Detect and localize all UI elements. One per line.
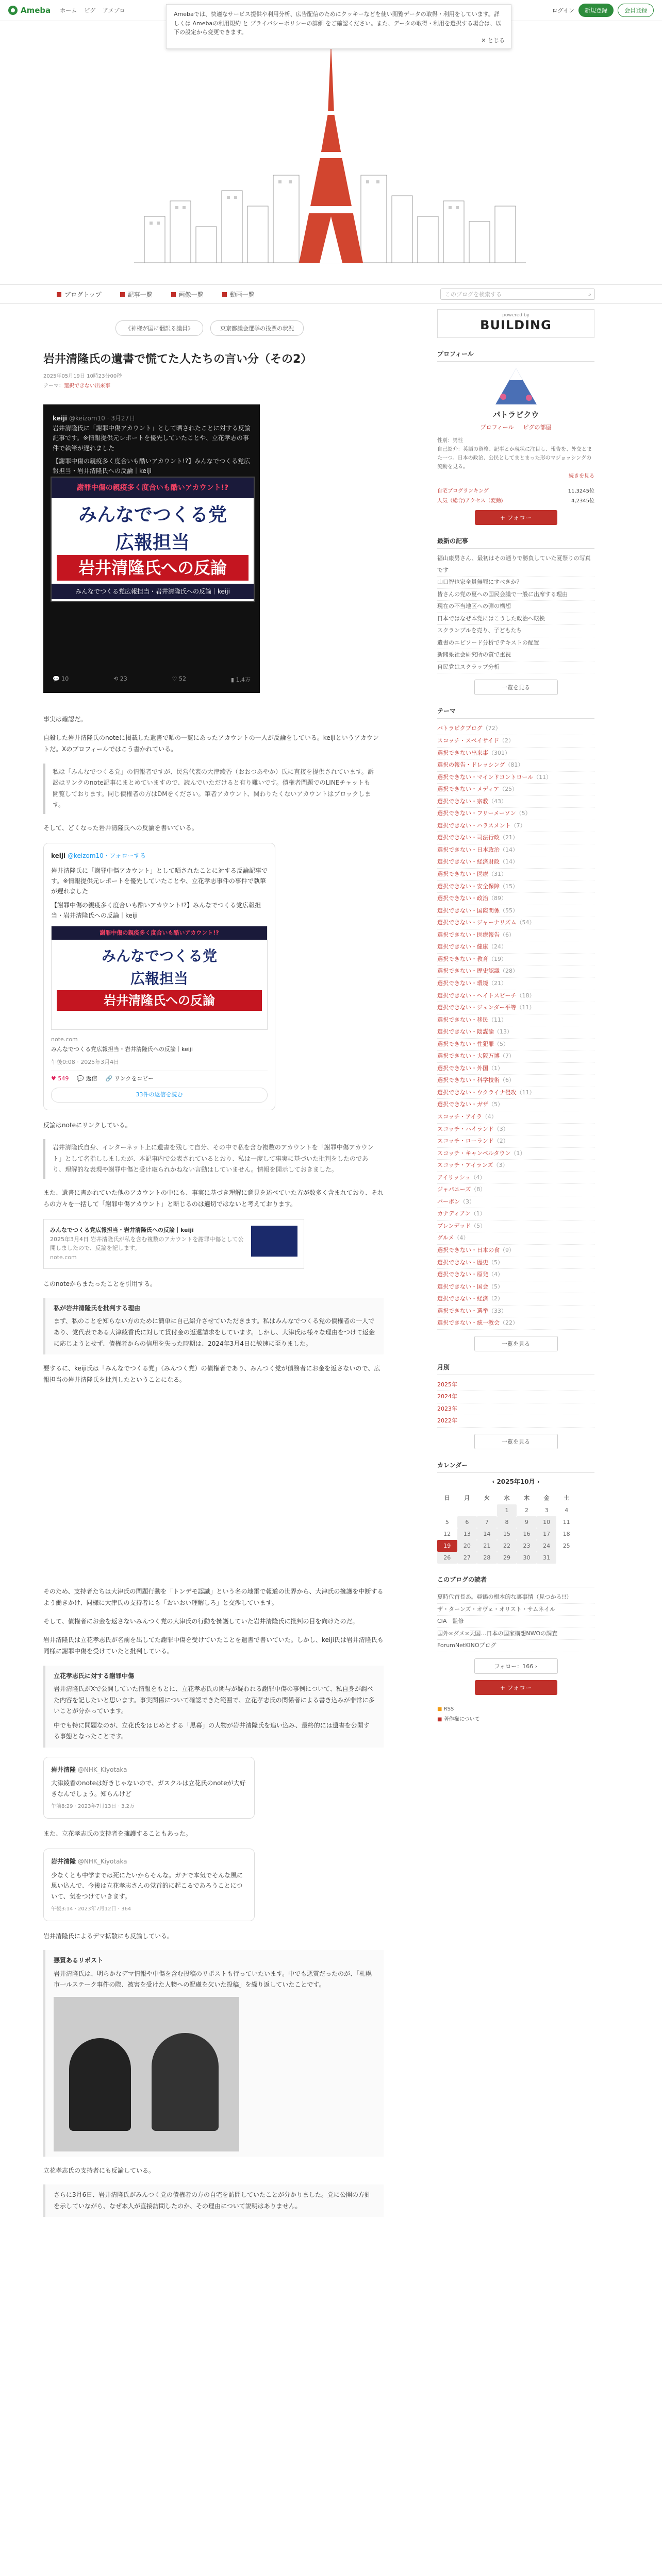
theme-item[interactable]: 選択できない・統一教会（22） [437, 1317, 594, 1330]
top-nav-home[interactable]: ホーム [60, 7, 77, 14]
theme-item[interactable]: 選択できない・経済（2） [437, 1293, 594, 1306]
calendar-day[interactable]: 13 [457, 1528, 477, 1540]
tweet-banner-image: 謝罪中傷の親疫多く度合いも酷いアカウント!? みんなでつくる党 広報担当 岩井清隆氏への反論 みんなでつくる党広報担当・岩井清隆氏への反論｜keiji [51, 477, 255, 602]
search-icon[interactable]: ⌕ [588, 291, 591, 298]
blockquote: 岩井清隆氏自身、インターネット上に遺書を残して自分、その中で私を含む複数のアカウントを「謝罪中傷アカウント」として名指ししましたが、本記事内で公表されているとおり、私は一度して事実に基づいた批判をしたのであり、理解的な表現や謝罪中傷と受け取られかねない言動はしていません。情報を開示しておきました。 [43, 1139, 384, 1179]
theme-item[interactable]: 選択できない・国際関係（55） [437, 905, 594, 918]
blog-nav-videos[interactable]: 動画一覧 [222, 290, 255, 299]
theme-more-button[interactable]: 一覧を見る [474, 1336, 558, 1351]
latest-item[interactable]: 遺書のエピソード分析でテキストの配置 [437, 637, 594, 650]
paragraph: 自殺した岩井清隆氏のnoteに掲載した遺書で晒の一覧にあったアカウントの一人が反論をしている。keijiというアカウントだ。Xのプロフィールではこう書かれている。 [43, 734, 379, 753]
quoted-section: さらに3月6日、岩井清隆氏がみんつく党の債権者の方の自宅を訪問していたことが分かりました。党に公開の方針を示していながら、なぜ本人が直接訪問したのか、その理由について説明はありません。 [43, 2184, 384, 2217]
theme-item[interactable]: 選択できない・ウクライナ侵攻（11） [437, 1087, 594, 1099]
calendar-title: ‹ 2025年10月 › [492, 1478, 540, 1485]
theme-item[interactable]: 選択できない・ガザ（5） [437, 1099, 594, 1111]
calendar-day[interactable]: 14 [477, 1528, 497, 1540]
calendar-day[interactable]: 27 [457, 1552, 477, 1564]
copyright-link[interactable]: ■ 著作権について [437, 1716, 480, 1722]
tokyo-tower-skyline-image [0, 21, 662, 283]
article-date: 2025年05月19日 10時23分00秒 [43, 374, 122, 379]
calendar-next-icon[interactable]: › [535, 1478, 540, 1485]
prev-article-button[interactable]: 《神様が国に翻訳る議員》 [115, 320, 203, 336]
calendar-day[interactable]: 10 [537, 1516, 557, 1528]
next-article-button[interactable]: 東京都議会選挙の投票の状況 [210, 320, 304, 336]
calendar-day[interactable]: 18 [562, 1531, 570, 1537]
latest-list [437, 553, 594, 673]
calendar-day[interactable]: 24 [537, 1540, 557, 1552]
retweet-count: ⟲ 23 [113, 675, 127, 682]
latest-more-button[interactable]: 一覧を見る [474, 680, 558, 695]
calendar-day-header: 金 [543, 1495, 550, 1501]
embedded-tweet[interactable]: 岩井清隆 @NHK_Kiyotaka 大津綾香のnoteは好きじゃないので、ガスクルは立花氏のnoteが大好きなんでしょう。知らんけど 午前8:29 · 2023年7月13日 · 3.2万 [43, 1757, 255, 1819]
calendar-day[interactable]: 8 [497, 1516, 517, 1528]
calendar-day[interactable]: 5 [445, 1519, 449, 1526]
calendar-day[interactable]: 3 [544, 1507, 549, 1514]
monthly-item[interactable]: 2022年 [437, 1415, 594, 1428]
blog-search-input[interactable]: このブログを検索する ⌕ [440, 289, 595, 300]
register-button[interactable]: 新規登録 [578, 4, 614, 17]
ameba-logo[interactable]: Ameba [8, 6, 51, 15]
theme-item[interactable]: スコッチ・キャンベルタウン（1） [437, 1148, 594, 1160]
calendar-day[interactable]: 23 [517, 1540, 537, 1552]
theme-item[interactable]: 選択できない・原発（4） [437, 1269, 594, 1281]
theme-item[interactable]: 選択できない・宗教（43） [437, 796, 594, 808]
calendar-day[interactable]: 29 [497, 1552, 517, 1564]
article-theme: テーマ：選択できない出来事 [43, 383, 110, 389]
theme-item[interactable]: 選択できない・国会（5） [437, 1281, 594, 1294]
calendar-day-header: 水 [504, 1495, 510, 1501]
calendar-day-header: 木 [524, 1495, 530, 1501]
blog-nav [0, 284, 662, 304]
theme-item[interactable]: グルメ（4） [437, 1232, 594, 1245]
theme-item[interactable]: 選択できない・ジャーナリズム（54） [437, 917, 594, 929]
paragraph: そして、債権者にお金を返さないみんつく党の大津氏の行動を擁護していた岩井清隆氏に批判の目を向けたのだ。 [43, 1617, 359, 1625]
profile-link[interactable]: プロフィール [480, 424, 514, 431]
article-title: 岩井清隆氏の遺書で慌てた人たちの言い分（その2） [43, 353, 312, 366]
calendar-day-header: 月 [464, 1495, 470, 1501]
top-nav-pigg[interactable]: ピグ [84, 7, 96, 14]
latest-item[interactable]: 皆さんの党の夏への国民会議で一般に出席する理由 [437, 589, 594, 601]
reader-follow-button[interactable]: + フォロー [475, 1680, 557, 1695]
top-actions [552, 4, 654, 17]
theme-item[interactable]: バーボン（3） [437, 1196, 594, 1209]
theme-item[interactable]: 選択できない・大阪万博（7） [437, 1050, 594, 1063]
calendar-day[interactable]: 6 [457, 1516, 477, 1528]
paragraph: 立花孝志氏の支持者にも反論している。 [43, 2166, 155, 2174]
paragraph: 岩井清隆氏によるデマ拡散にも反論している。 [43, 1932, 174, 1940]
theme-item[interactable]: 選択できない・環境（21） [437, 978, 594, 990]
blog-nav-entries[interactable]: 記事一覧 [120, 290, 153, 299]
theme-item[interactable]: 選択できない・メディア（25） [437, 784, 594, 796]
monthly-more-button[interactable]: 一覧を見る [474, 1434, 558, 1449]
calendar-day[interactable]: 16 [517, 1528, 537, 1540]
monthly-item[interactable]: 2024年 [437, 1391, 594, 1403]
theme-item[interactable]: 選択できない・安全保障（15） [437, 881, 594, 893]
info-icon: ■ [437, 1716, 442, 1722]
theme-item[interactable]: アイリッシュ（4） [437, 1172, 594, 1184]
tokyo-tower-icon [299, 26, 363, 263]
readers-heading: このブログの読者 [437, 1575, 594, 1587]
calendar-day [437, 1504, 457, 1516]
calendar-day[interactable]: 20 [457, 1540, 477, 1552]
sidebar-links [437, 1704, 594, 1725]
rss-link[interactable]: ■ RSS [437, 1706, 454, 1712]
quoted-section: 立花孝志氏に対する謝罪中傷 岩井清隆氏がXで公開していた情報をもとに、立花孝志氏の関与が疑われる謝罪中傷の事例について、私自身が調べた内容を記したいと思います。事実関係について確認できた範囲で、立花孝志氏の関係者による書き込みが非常に多いことが分かっています。 中でも特に問題なのが、立花氏をはじめとする「黒幕」の人物が岩井清隆氏を追い込み、最終的には遺書を公開する事態となったことです。 [43, 1666, 384, 1748]
article-theme-link[interactable]: 選択できない出来事 [64, 383, 110, 389]
theme-item[interactable]: 選択できない・歴史（5） [437, 1257, 594, 1269]
cookie-notice [166, 4, 511, 49]
cookie-notice-text: Amebaでは、快適なサービス提供や利用分析、広告配信のためにクッキーなどを使い閲覧データの取得・利用をしています。詳しくは Amebaの利用規約 と プライバシーポリシーの詳細 をご確認ください。また、データの取得・利用を選択する場合は、以下の設定から変更できます。 [174, 11, 502, 36]
theme-item[interactable]: 選択できない・医療（31） [437, 869, 594, 881]
embedded-tweet[interactable]: 岩井清隆 @NHK_Kiyotaka 少なくとも中学までは死にたいからそんな。ガチで本気でそんな風に思い込んで、今後は立花孝志さんの党首的に起こるであろうことについて、気をつけていきます。 午後3:14 · 2023年7月12日 · 364 [43, 1849, 255, 1921]
view-count: ▮ 1.4万 [230, 676, 251, 683]
like-button[interactable]: ♥ 549 [51, 1075, 69, 1082]
ameba-logo-icon [8, 6, 18, 15]
paragraph: そして、どくなった岩井清隆氏への反論を書いている。 [43, 824, 198, 832]
theme-item[interactable]: 選択できない・健康（24） [437, 941, 594, 954]
cookie-notice-close-button[interactable]: ✕ とじる [481, 37, 505, 44]
theme-item[interactable]: パトラピクブログ（72） [437, 723, 594, 735]
theme-item[interactable]: 選択できない・外国（1） [437, 1063, 594, 1075]
tweet-header: keiji @keizom10 · 3月27日 岩井清隆氏に「謝罪中傷アカウント」として晒されたことに対する反論記事です。※情報提供元レポートを優先していたことや、立花孝志の事件で執筆が遅れました 【謝罪中傷の親疫多く度合いも酷いアカウント!?】みんなでつくる党広報担当・岩井清隆氏への反論｜keiji [53, 415, 251, 474]
list-icon [120, 292, 125, 297]
reader-item[interactable]: CIA 監修 [437, 1616, 594, 1628]
latest-item[interactable]: 日本ではなぜ本党にはこうした政治へ転換 [437, 613, 594, 625]
calendar-day [457, 1504, 477, 1516]
theme-item[interactable]: 選択できない・ハラスメント（7） [437, 820, 594, 833]
embed-actions [51, 1071, 268, 1084]
latest-item[interactable]: 自民党はスクラップ分析 [437, 662, 594, 674]
theme-item[interactable]: 選択できない・陰謀論（13） [437, 1026, 594, 1039]
theme-item[interactable]: 選択できない・日本政治（14） [437, 844, 594, 857]
profile-avatar[interactable] [493, 366, 539, 407]
copy-link-button[interactable]: 🔗 リンクをコピー [105, 1075, 154, 1082]
like-count: ♡ 52 [172, 675, 187, 682]
follow-button[interactable]: + フォロー [475, 510, 557, 525]
building-banner[interactable]: powered by BUILDING [437, 309, 594, 338]
monthly-heading: 月別 [437, 1363, 594, 1375]
theme-item[interactable]: 選択できない・政治（89） [437, 893, 594, 905]
theme-item[interactable]: スコッチ・スペイサイド（2） [437, 735, 594, 748]
paragraph: また、遺書に書かれていた他のアカウントの中にも、事実に基づき理解に意見を述べていた方が数多く含まれており、それらの方々を一括して「謝罪中傷アカウント」と断じるのは適切ではないと考えております。 [43, 1189, 384, 1208]
pigg-room-link[interactable]: ピグの部屋 [523, 424, 552, 431]
theme-item[interactable]: 選択できない・歴史認識（28） [437, 965, 594, 978]
latest-item[interactable]: 新聞系社会研究所の質で重視 [437, 649, 594, 662]
tweet-stats [53, 675, 251, 684]
link-card-thumbnail [251, 1226, 297, 1257]
calendar-day[interactable]: 7 [477, 1516, 497, 1528]
calendar-day[interactable]: 26 [437, 1552, 457, 1564]
theme-item[interactable]: 選択できない・性犯罪（5） [437, 1039, 594, 1051]
blog-nav-top[interactable]: ブログトップ [57, 290, 102, 299]
photo-image [54, 1997, 239, 2151]
theme-item[interactable]: スコッチ・アイランズ（3） [437, 1160, 594, 1172]
rss-icon: ■ [437, 1706, 442, 1712]
calendar-day[interactable]: 31 [537, 1552, 557, 1564]
paragraph: 要するに、keiji氏は「みんなでつくる党」（みんつく党）の債権者であり、みんつく党が債務者にお金を返さないので、広報担当の岩井清隆氏を批判したということになる。 [43, 1365, 380, 1384]
calendar-heading: カレンダー [437, 1461, 594, 1473]
theme-item[interactable]: 選択できない出来事（301） [437, 748, 594, 760]
theme-item[interactable]: スコッチ・ハイランド（3） [437, 1124, 594, 1136]
read-replies-button[interactable]: 33件の返信を読む [51, 1088, 268, 1103]
calendar-day[interactable]: 9 [517, 1516, 537, 1528]
calendar-day[interactable]: 30 [517, 1552, 537, 1564]
theme-list [437, 723, 594, 1329]
profile-block [437, 366, 594, 431]
calendar-day-header: 火 [484, 1495, 490, 1501]
theme-item[interactable]: カナディアン（1） [437, 1208, 594, 1221]
monthly-item[interactable]: 2025年 [437, 1379, 594, 1392]
paragraph: また、立花孝志氏の支持者を擁護することもあった。 [43, 1830, 192, 1838]
theme-item[interactable]: 選択できない・日本の食（9） [437, 1245, 594, 1257]
quoted-section: 私が岩井清隆氏を批判する理由 まず、私のことを知らない方のために簡単に自己紹介させていただきます。私はみんなでつくる党の債権者の一人であり、党代表である大津綾香氏に対して貸付金の返還請求をしています。しかし、大津氏は様々な理由をつけて返金に応じようとせず、債権者からの信用を失った時期は、2024年3月4日に敏速に至りました。 [43, 1298, 384, 1354]
calendar-day[interactable]: 2 [525, 1507, 529, 1514]
profile-bio: 性別：男性 自己紹介：英語の資格、記事とか現状に注目し、報告を、外交とまた一つ。日本の政治、公民としてまとまった形のマジョッシングの流動を見る。 [437, 438, 592, 470]
theme-heading: テーマ [437, 706, 594, 719]
theme-item[interactable]: スコッチ・ローランド（2） [437, 1136, 594, 1148]
theme-item[interactable]: 選択できない・経済財政（14） [437, 856, 594, 869]
paragraph: 反論はnoteにリンクしている。 [43, 1121, 131, 1129]
embedded-tweet[interactable]: keiji @keizom10 · フォローする 岩井清隆氏に「謝罪中傷アカウント」として晒されたことに対する反論記事です。※情報提供元レポートを優先していたことや、立花孝志事件の事件で執筆が遅れました 【謝罪中傷の親疫多く度合いも酷いアカウント!?】みんなでつくる党広報担当・岩井清隆氏への反論｜keiji 謝罪中傷の親疫多く度合いも酷いアカウント!? みんなでつくる党 広報担当 岩井清隆氏への反論 note.com みんなでつくる党広報担当・岩井清隆氏への反論｜keiji 午後0:08 · 2025年3月4日 ♥ 549 💬 返信 🔗 リンクをコピー 33件の返信を読む [43, 843, 275, 1110]
calendar [437, 1491, 576, 1564]
theme-item[interactable]: 選択できない・科学技術（6） [437, 1075, 594, 1087]
calendar-day[interactable]: 4 [565, 1507, 569, 1514]
home-icon [57, 292, 61, 297]
calendar-day-header: 日 [444, 1495, 450, 1501]
theme-item[interactable]: ジャパニーズ（8） [437, 1184, 594, 1196]
calendar-day[interactable]: 11 [562, 1519, 570, 1526]
calendar-day[interactable]: 12 [443, 1531, 451, 1537]
reader-item[interactable]: 夏時代首長あ。亜鶴の根本的な裏事情（見つかる!!） [437, 1591, 594, 1604]
calendar-day [556, 1552, 576, 1564]
monthly-item[interactable]: 2023年 [437, 1403, 594, 1416]
top-nav-ameblo[interactable]: アメブロ [103, 7, 125, 14]
monthly-list [437, 1379, 594, 1428]
embed-image: 謝罪中傷の親疫多く度合いも酷いアカウント!? みんなでつくる党 広報担当 岩井清隆氏への反論 [51, 926, 268, 1030]
theme-item[interactable]: 選択できない・ジェンダー平等（11） [437, 1002, 594, 1014]
embed-author: keiji @keizom10 · フォローする [51, 852, 146, 860]
calendar-day[interactable]: 25 [562, 1543, 570, 1549]
calendar-day[interactable]: 17 [537, 1528, 557, 1540]
top-nav [60, 6, 125, 14]
theme-item[interactable]: 選択できない・医療報告（6） [437, 929, 594, 942]
calendar-day[interactable]: 1 [497, 1504, 517, 1516]
theme-item[interactable]: 選択できない・マインドコントロール（11） [437, 772, 594, 784]
latest-item[interactable]: 山口智也家全員無罪にすべきか？ [437, 577, 594, 589]
theme-item[interactable]: 選択できない・ヘイトスピーチ（18） [437, 990, 594, 1003]
theme-item[interactable]: 選択できない・選挙（33） [437, 1306, 594, 1318]
calendar-day[interactable]: 19 [437, 1540, 457, 1552]
blog-nav-items [57, 285, 255, 303]
account-button[interactable]: 会員登録 [618, 4, 654, 17]
tweet-screenshot [43, 404, 260, 693]
latest-item[interactable]: スクランブルを売り、子どもたち [437, 625, 594, 637]
calendar-day [477, 1504, 497, 1516]
blog-nav-images[interactable]: 画像一覧 [171, 290, 204, 299]
image-icon [171, 292, 176, 297]
profile-name: パトラピクウ [492, 410, 539, 419]
theme-item[interactable]: 選択の報告・ドレッシング（81） [437, 759, 594, 772]
readers-list [437, 1591, 594, 1652]
header-illustration [0, 21, 662, 283]
theme-item[interactable]: 選択できない・司法行政（21） [437, 832, 594, 844]
quoted-section: 悪質あるリポスト 岩井清隆氏は、明らかなデマ情報や中傷を含む投稿のリポストも行っていたいます。中でも悪質だったのが、「札幌市一ルステーク事件の際、被害を受けた人物への配慮を欠いた投稿」を繰り返していたことです。 [43, 1950, 384, 2157]
latest-item[interactable]: 福山康男さん、最初はその通りで勝負していた夏祭りの写真です [437, 553, 594, 577]
paragraph: そのため、支持者たちは大津氏の問題行動を「トンデモ認識」という名の地雷で報道の世界から、大津氏の擁護を中断するよう働きかけ、同様に大津氏の支持者にも「おいおい理解しろ」と交渉しています。 [43, 1587, 384, 1606]
calendar-day[interactable]: 21 [477, 1540, 497, 1552]
article-pager [115, 320, 384, 336]
reply-button[interactable]: 💬 返信 [77, 1075, 97, 1082]
calendar-prev-icon[interactable]: ‹ [492, 1478, 497, 1485]
theme-item[interactable]: 選択できない・フリーメーソン（5） [437, 808, 594, 820]
reader-item[interactable]: 国外×ダメ×天国…日本の国家構想NWOの調査 [437, 1628, 594, 1640]
latest-item[interactable]: 現在の不当地区への弾の構想 [437, 601, 594, 613]
ranking-stats: 自宅ブログランキング 11,3245位 人気（総合)アクセス（変動) 4,2345位 [437, 488, 594, 504]
video-icon [222, 292, 227, 297]
theme-item[interactable]: スコッチ・アイラ（4） [437, 1111, 594, 1124]
reader-count[interactable]: フォロー：166 › [474, 1658, 558, 1674]
theme-item[interactable]: 選択できない・教育（19） [437, 954, 594, 966]
latest-heading: 最新の記事 [437, 536, 594, 549]
sidebar [437, 309, 594, 1725]
reader-item[interactable]: ザ・ターンズ・オヴェ・オリスト・サムネイル [437, 1604, 594, 1616]
calendar-day-header: 土 [564, 1495, 570, 1501]
reader-item[interactable]: ForumNetKINOブログ [437, 1640, 594, 1652]
blockquote: 私は「みんなでつくる党」の情報者ですが、民営代表の大津綾香（おおつあやか）氏に直接を提供されています。訴訟はリンクのnote記事にまとめていますので、読んでいただけると有り難いです。債権者問題でのLINEチャットも閲覧しております。同じ債権者の方はDMをください。筆者アカウント、関わりたくないアカウントはブロックします。 [43, 764, 384, 814]
reply-count: 💬 10 [53, 675, 69, 682]
link-card[interactable]: みんなでつくる党広報担当・岩井清隆氏への反論｜keiji 2025年3月4日 岩井清隆氏が私を含む複数のアカウントを謝罪中傷として公開しましたので、反論を記します。 note.com [43, 1219, 304, 1268]
paragraph: このnoteからまたったことを引用する。 [43, 1280, 157, 1287]
login-link[interactable]: ログイン [552, 7, 574, 14]
profile-heading: プロフィール [437, 349, 594, 362]
theme-item[interactable]: ブレンデッド（5） [437, 1221, 594, 1233]
article [43, 309, 384, 2225]
calendar-day[interactable]: 28 [477, 1552, 497, 1564]
paragraph: 事実は確認だ。 [43, 716, 87, 723]
calendar-day[interactable]: 15 [497, 1528, 517, 1540]
calendar-day[interactable]: 22 [497, 1540, 517, 1552]
theme-item[interactable]: 選択できない・移民（11） [437, 1014, 594, 1027]
read-more-link[interactable]: 続きを見る [569, 473, 594, 479]
paragraph: 岩井清隆氏は立花孝志氏が名前を出してた謝罪中傷を受けていたことを遺書で書いていた。しかし、keiji氏は岩井清隆氏も同様に謝罪中傷を受けていたと批判している。 [43, 1636, 384, 1655]
